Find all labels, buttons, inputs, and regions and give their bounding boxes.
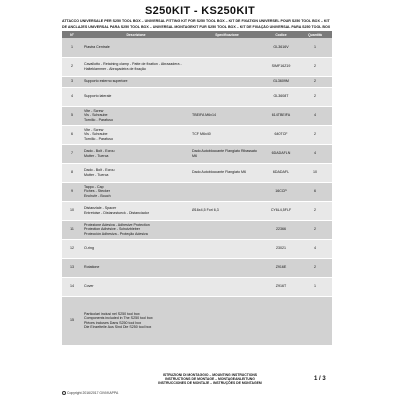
table-row	[62, 277, 332, 296]
cell-description: Distanziale - Spacer Entretoise - Distanzstueck - Distanciador	[82, 201, 190, 220]
cell-code: Z916E	[264, 258, 298, 277]
cell-number: 15	[62, 296, 82, 345]
col-header-number: N°	[62, 31, 82, 38]
cell-number: 7	[62, 144, 82, 163]
col-header-code: Codice	[264, 31, 298, 38]
cell-description: Cavallotto - Retaining clamp - Patte de fixation - Abrazadera - Halteklammer - Abraçadeira de fixação	[82, 57, 190, 76]
cell-description: Dado - Bolt - Ecrou Mutter - Tuerca	[82, 144, 190, 163]
cell-number: 9	[62, 182, 82, 201]
cell-number: 14	[62, 277, 82, 296]
cell-specification	[190, 87, 264, 106]
cell-quantity: 2	[298, 125, 332, 144]
cell-code: 22366	[264, 220, 298, 239]
cell-description: Vite - Screw Vis - Schraube Tornillo - Parafuso	[82, 106, 190, 125]
cell-quantity	[298, 296, 332, 345]
instructions-line-1: ISTRUZIONI DI MONTAGGIO – MOUNTING INSTRUCTIONS	[162, 373, 258, 377]
table-row	[62, 144, 332, 163]
cell-code: 640TCF	[264, 125, 298, 144]
table-row	[62, 182, 332, 201]
cell-code: GL3609M	[264, 76, 298, 87]
cell-description: O-ring	[82, 239, 190, 258]
instructions-line-3: INSTRUCCIONES DE MONTAJE – INSTRUÇÕES DE MONTAGEM	[158, 381, 262, 385]
table-row	[62, 125, 332, 144]
cell-description: Dado - Bolt - Ecrou Mutter - Tuerca	[82, 163, 190, 182]
cell-code: 6DADAFLN	[264, 144, 298, 163]
cell-description: Cover	[82, 277, 190, 296]
cell-code: 614TBEIFA	[264, 106, 298, 125]
cell-quantity: 2	[298, 57, 332, 76]
cell-code: GL3616V	[264, 38, 298, 57]
subtitle-line-1: ATTACCO UNIVERSALE PER S250 TOOL BOX – UNIVERSAL FITTING KIT FOR S250 TOOL BOX – KIT DE FIXATION UNIVERSEL POUR S250 TOOL BOX – KIT	[62, 19, 330, 23]
cell-code: 6DADAFL	[264, 163, 298, 182]
table-row	[62, 57, 332, 76]
header-row	[62, 31, 332, 38]
cell-quantity: 2	[298, 258, 332, 277]
cell-specification: TCF M6x40	[190, 125, 264, 144]
parts-table	[62, 31, 332, 346]
table-row	[62, 76, 332, 87]
col-header-specification: Specificazione	[190, 31, 264, 38]
cell-code: 16CCP	[264, 182, 298, 201]
copyright-notice	[62, 391, 118, 395]
copyright-icon	[62, 391, 66, 395]
page-title: S250KIT - KS250KIT	[145, 5, 255, 17]
cell-number: 11	[62, 220, 82, 239]
col-header-description: Descrizione	[82, 31, 190, 38]
cell-description: Particolari inclusi nel S250 tool box Components included in The S250 tool box Pièces incluses Dans S250 tool box Die Einzelteile Aus Sind Die S250 tool box	[82, 296, 190, 345]
table-row	[62, 87, 332, 106]
table-row	[62, 163, 332, 182]
cell-description: Piastra Centrale	[82, 38, 190, 57]
cell-number: 4	[62, 87, 82, 106]
cell-quantity: 6	[298, 182, 332, 201]
cell-description: Supporto laterale	[82, 87, 190, 106]
cell-quantity: 2	[298, 76, 332, 87]
cell-code: SIMF16Z19	[264, 57, 298, 76]
cell-code	[264, 296, 298, 345]
cell-specification	[190, 296, 264, 345]
cell-number: 3	[62, 76, 82, 87]
cell-specification	[190, 277, 264, 296]
cell-specification: Dado Autobloccante Flangiato M6	[190, 163, 264, 182]
cell-description: Tappo - Cap Fiches - Stecker Enchufe - Bouch	[82, 182, 190, 201]
cell-description: Vite - Screw Vis - Schraube Tornillo - Parafuso	[82, 125, 190, 144]
cell-quantity: 2	[298, 220, 332, 239]
cell-specification	[190, 38, 264, 57]
table-row	[62, 106, 332, 125]
mounting-instructions-footer	[150, 373, 270, 385]
subtitle-line-2: DE ANCLAJES UNIVERSAL PARA S250 TOOL BOX – UNIVERSAL MONTAGEKIT FÜR S250 TOOL BOX – KIT DE FIXAÇÃO UNIVERSAL PARA S250 TOOL BOX	[62, 25, 331, 29]
cell-quantity: 10	[298, 163, 332, 182]
table-row	[62, 38, 332, 57]
table-row	[62, 220, 332, 239]
table-row	[62, 239, 332, 258]
cell-specification	[190, 57, 264, 76]
cell-number: 8	[62, 163, 82, 182]
table-row	[62, 201, 332, 220]
cell-specification	[190, 258, 264, 277]
cell-number: 13	[62, 258, 82, 277]
cell-specification	[190, 239, 264, 258]
cell-quantity: 4	[298, 106, 332, 125]
cell-number: 2	[62, 57, 82, 76]
cell-number: 1	[62, 38, 82, 57]
cell-specification: Dado Autobloccante Flangiato Ribassato M6	[190, 144, 264, 163]
table-row	[62, 296, 332, 345]
cell-specification: TBEIFA M6x14	[190, 106, 264, 125]
cell-quantity: 2	[298, 201, 332, 220]
parts-table-header	[62, 31, 332, 38]
cell-specification: Ø16x4,5 Fori 6,3	[190, 201, 264, 220]
cell-code: GL3608T	[264, 87, 298, 106]
page-number: 1 / 3	[314, 376, 326, 382]
cell-description: Supporto esterno superiore	[82, 76, 190, 87]
instructions-line-2: INSTRUCTIONS DE MONTAGE – MONTAGEANLEITUNG	[165, 377, 255, 381]
col-header-quantity: Quantità	[298, 31, 332, 38]
cell-code: 23021	[264, 239, 298, 258]
parts-table-body	[62, 38, 332, 345]
table-row	[62, 258, 332, 277]
cell-code: Z916T	[264, 277, 298, 296]
cell-specification	[190, 220, 264, 239]
cell-description: Rotatione	[82, 258, 190, 277]
cell-number: 10	[62, 201, 82, 220]
cell-quantity: 4	[298, 239, 332, 258]
cell-specification	[190, 76, 264, 87]
cell-number: 12	[62, 239, 82, 258]
copyright-text: Copyright 2016/2017 GIVI/KAPPA	[67, 391, 119, 395]
cell-code: CY6L4,5FLF	[264, 201, 298, 220]
cell-description: Protezione Adesiva - Adhesive Protection Protection Adhésive - Schutzbleber Protección Adhesiva - Proteção Adesiva	[82, 220, 190, 239]
cell-quantity: 4	[298, 144, 332, 163]
cell-quantity: 2	[298, 87, 332, 106]
cell-specification	[190, 182, 264, 201]
cell-number: 6	[62, 125, 82, 144]
cell-number: 5	[62, 106, 82, 125]
cell-quantity: 1	[298, 38, 332, 57]
cell-quantity: 1	[298, 277, 332, 296]
